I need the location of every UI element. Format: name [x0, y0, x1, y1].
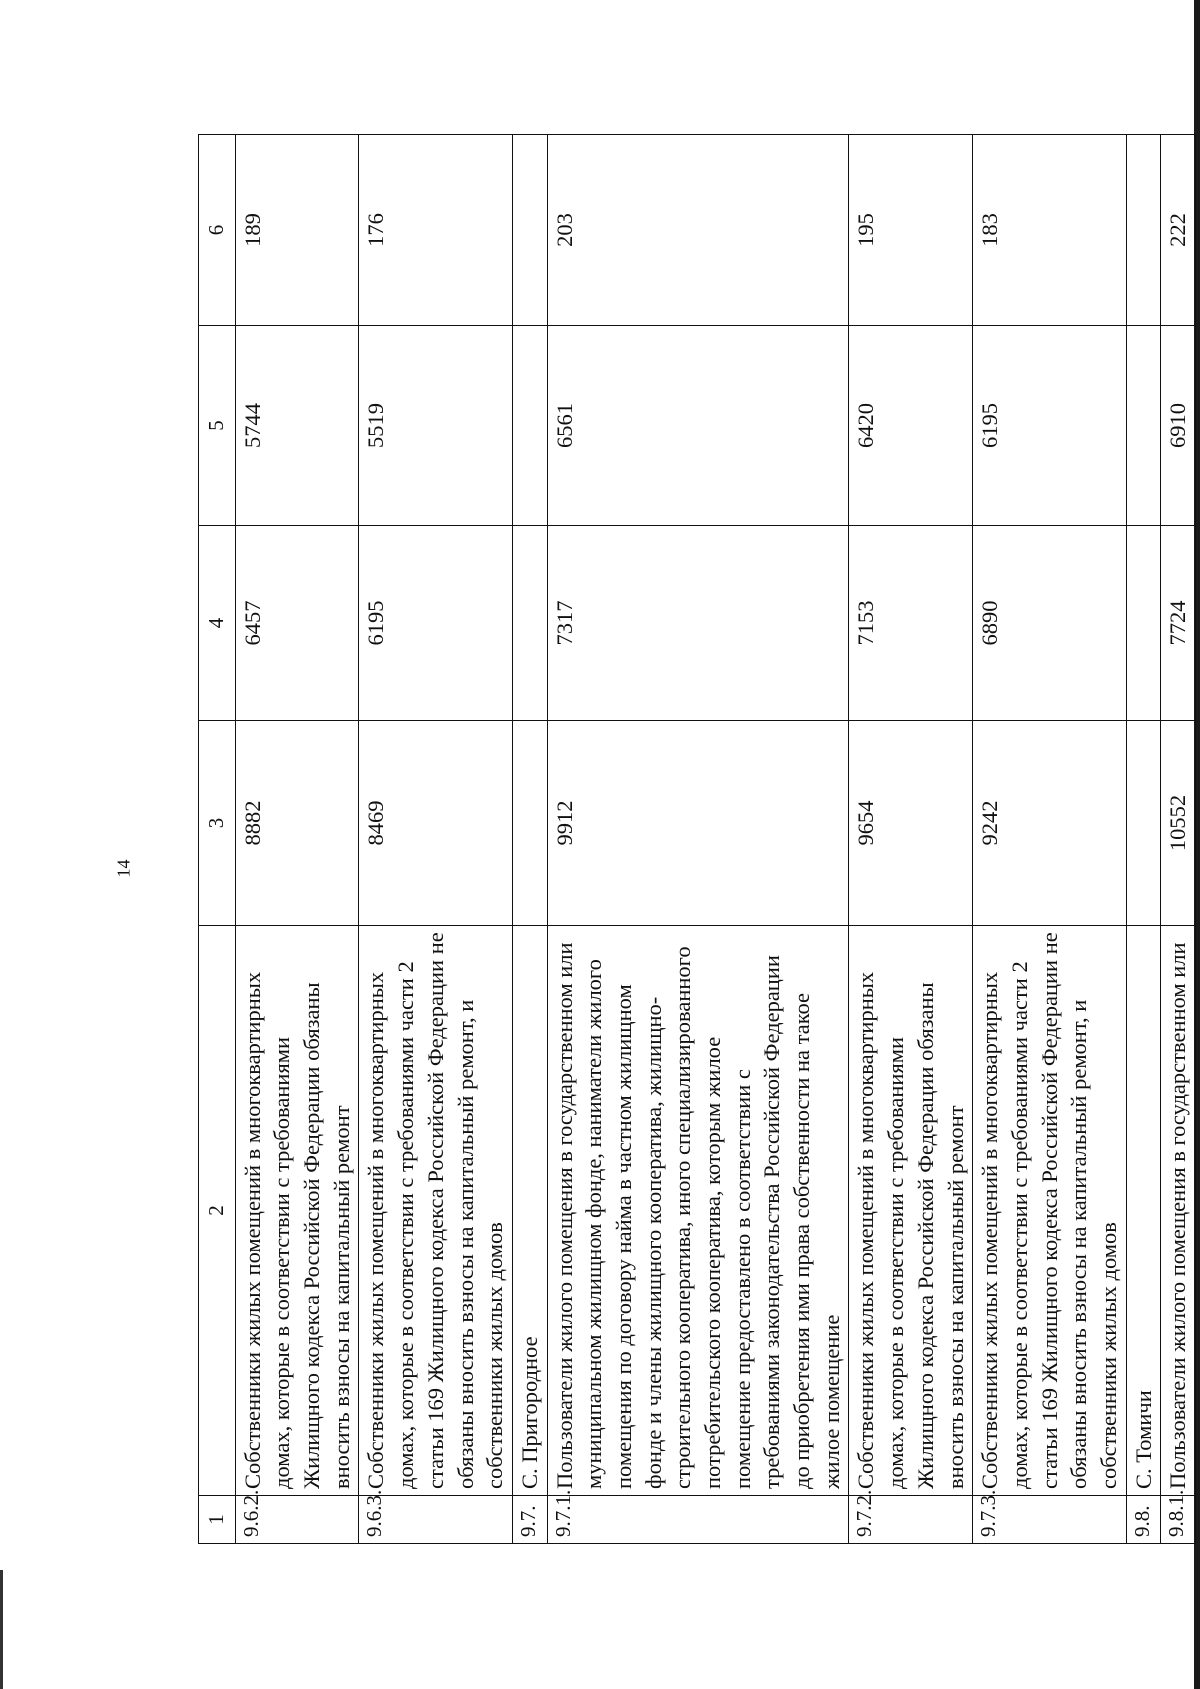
row-value-col4: 7153	[849, 526, 973, 721]
row-value-col6: 176	[359, 135, 512, 326]
row-code: 9.8.1.	[1161, 1496, 1196, 1544]
table-row	[235, 135, 359, 1544]
header-col-3: 3	[199, 721, 236, 926]
table-row	[1161, 135, 1196, 1544]
row-code: 9.7.1.	[547, 1496, 849, 1544]
table-row	[359, 135, 512, 1544]
row-value-col6: 183	[973, 135, 1126, 326]
table-row	[849, 135, 973, 1544]
row-value-col5: 6195	[973, 326, 1126, 526]
row-value-col3: 9912	[547, 721, 849, 926]
row-description: Пользователи жилого помещения в государственном или	[1161, 926, 1196, 1496]
row-description: Собственники жилых помещений в многоквартирных домах, которые в соответствии с требованиями части 2 статьи 169 Жилищного кодекса Российской Федерации не обязаны вносить взносы на капитальный ремонт, и собственники жилых домов	[973, 926, 1126, 1496]
row-value-col3	[512, 721, 547, 926]
row-value-col3: 8469	[359, 721, 512, 926]
row-value-col6: 195	[849, 135, 973, 326]
row-value-col4: 6457	[235, 526, 359, 721]
row-value-col5: 6910	[1161, 326, 1196, 526]
page-number: 14	[113, 859, 134, 878]
row-value-col3: 9654	[849, 721, 973, 926]
table-section-row	[1126, 135, 1161, 1544]
row-value-col5	[1126, 326, 1161, 526]
header-col-5: 5	[199, 326, 236, 526]
table-rotated-frame	[198, 135, 1191, 1544]
tariff-table	[198, 134, 1196, 1544]
row-code: 9.6.2.	[235, 1496, 359, 1544]
row-value-col3: 9242	[973, 721, 1126, 926]
row-code: 9.7.3.	[973, 1496, 1126, 1544]
row-value-col5: 5744	[235, 326, 359, 526]
row-value-col3: 10552	[1161, 721, 1196, 926]
row-value-col5	[512, 326, 547, 526]
row-code: 9.7.2.	[849, 1496, 973, 1544]
row-value-col4	[512, 526, 547, 721]
row-description: Собственники жилых помещений в многоквартирных домах, которые в соответствии с требованиями Жилищного кодекса Российской Федерации обязаны вносить взносы на капитальный ремонт	[235, 926, 359, 1496]
table-rotator	[198, 135, 1191, 1544]
row-description: Пользователи жилого помещения в государственном или муниципальном жилищном фонде, наниматели жилого помещения по договору найма в частном жилищном фонде и члены жилищного кооператива, жилищно-строительного кооператива, иного специализированного потребительского кооператива, которым жилое помещение предоставлено в соответствии с требованиями законодательства Российской Федерации до приобретения ими права собственности на такое жилое помещение	[547, 926, 849, 1496]
row-value-col4	[1126, 526, 1161, 721]
table-row	[973, 135, 1126, 1544]
table-row	[547, 135, 849, 1544]
row-value-col5: 5519	[359, 326, 512, 526]
row-code: 9.7.	[512, 1496, 547, 1544]
row-value-col6	[512, 135, 547, 326]
row-value-col6: 203	[547, 135, 849, 326]
row-value-col4: 7317	[547, 526, 849, 721]
row-description: С. Пригородное	[512, 926, 547, 1496]
header-col-2: 2	[199, 926, 236, 1496]
row-value-col6	[1126, 135, 1161, 326]
row-value-col4: 6890	[973, 526, 1126, 721]
row-value-col5: 6420	[849, 326, 973, 526]
row-value-col4: 7724	[1161, 526, 1196, 721]
row-value-col3: 8882	[235, 721, 359, 926]
table-section-row	[512, 135, 547, 1544]
row-value-col6: 189	[235, 135, 359, 326]
row-description: Собственники жилых помещений в многоквартирных домах, которые в соответствии с требованиями Жилищного кодекса Российской Федерации обязаны вносить взносы на капитальный ремонт	[849, 926, 973, 1496]
row-description: С. Томичи	[1126, 926, 1161, 1496]
header-col-1: 1	[199, 1496, 236, 1544]
header-col-6: 6	[199, 135, 236, 326]
row-code: 9.6.3.	[359, 1496, 512, 1544]
row-value-col4: 6195	[359, 526, 512, 721]
scan-edge-left	[0, 1570, 3, 1689]
header-col-4: 4	[199, 526, 236, 721]
row-value-col3	[1126, 721, 1161, 926]
row-code: 9.8.	[1126, 1496, 1161, 1544]
table-header-row	[199, 135, 236, 1544]
row-description: Собственники жилых помещений в многоквартирных домах, которые в соответствии с требованиями части 2 статьи 169 Жилищного кодекса Российской Федерации не обязаны вносить взносы на капитальный ремонт, и собственники жилых домов	[359, 926, 512, 1496]
row-value-col6: 222	[1161, 135, 1196, 326]
row-value-col5: 6561	[547, 326, 849, 526]
